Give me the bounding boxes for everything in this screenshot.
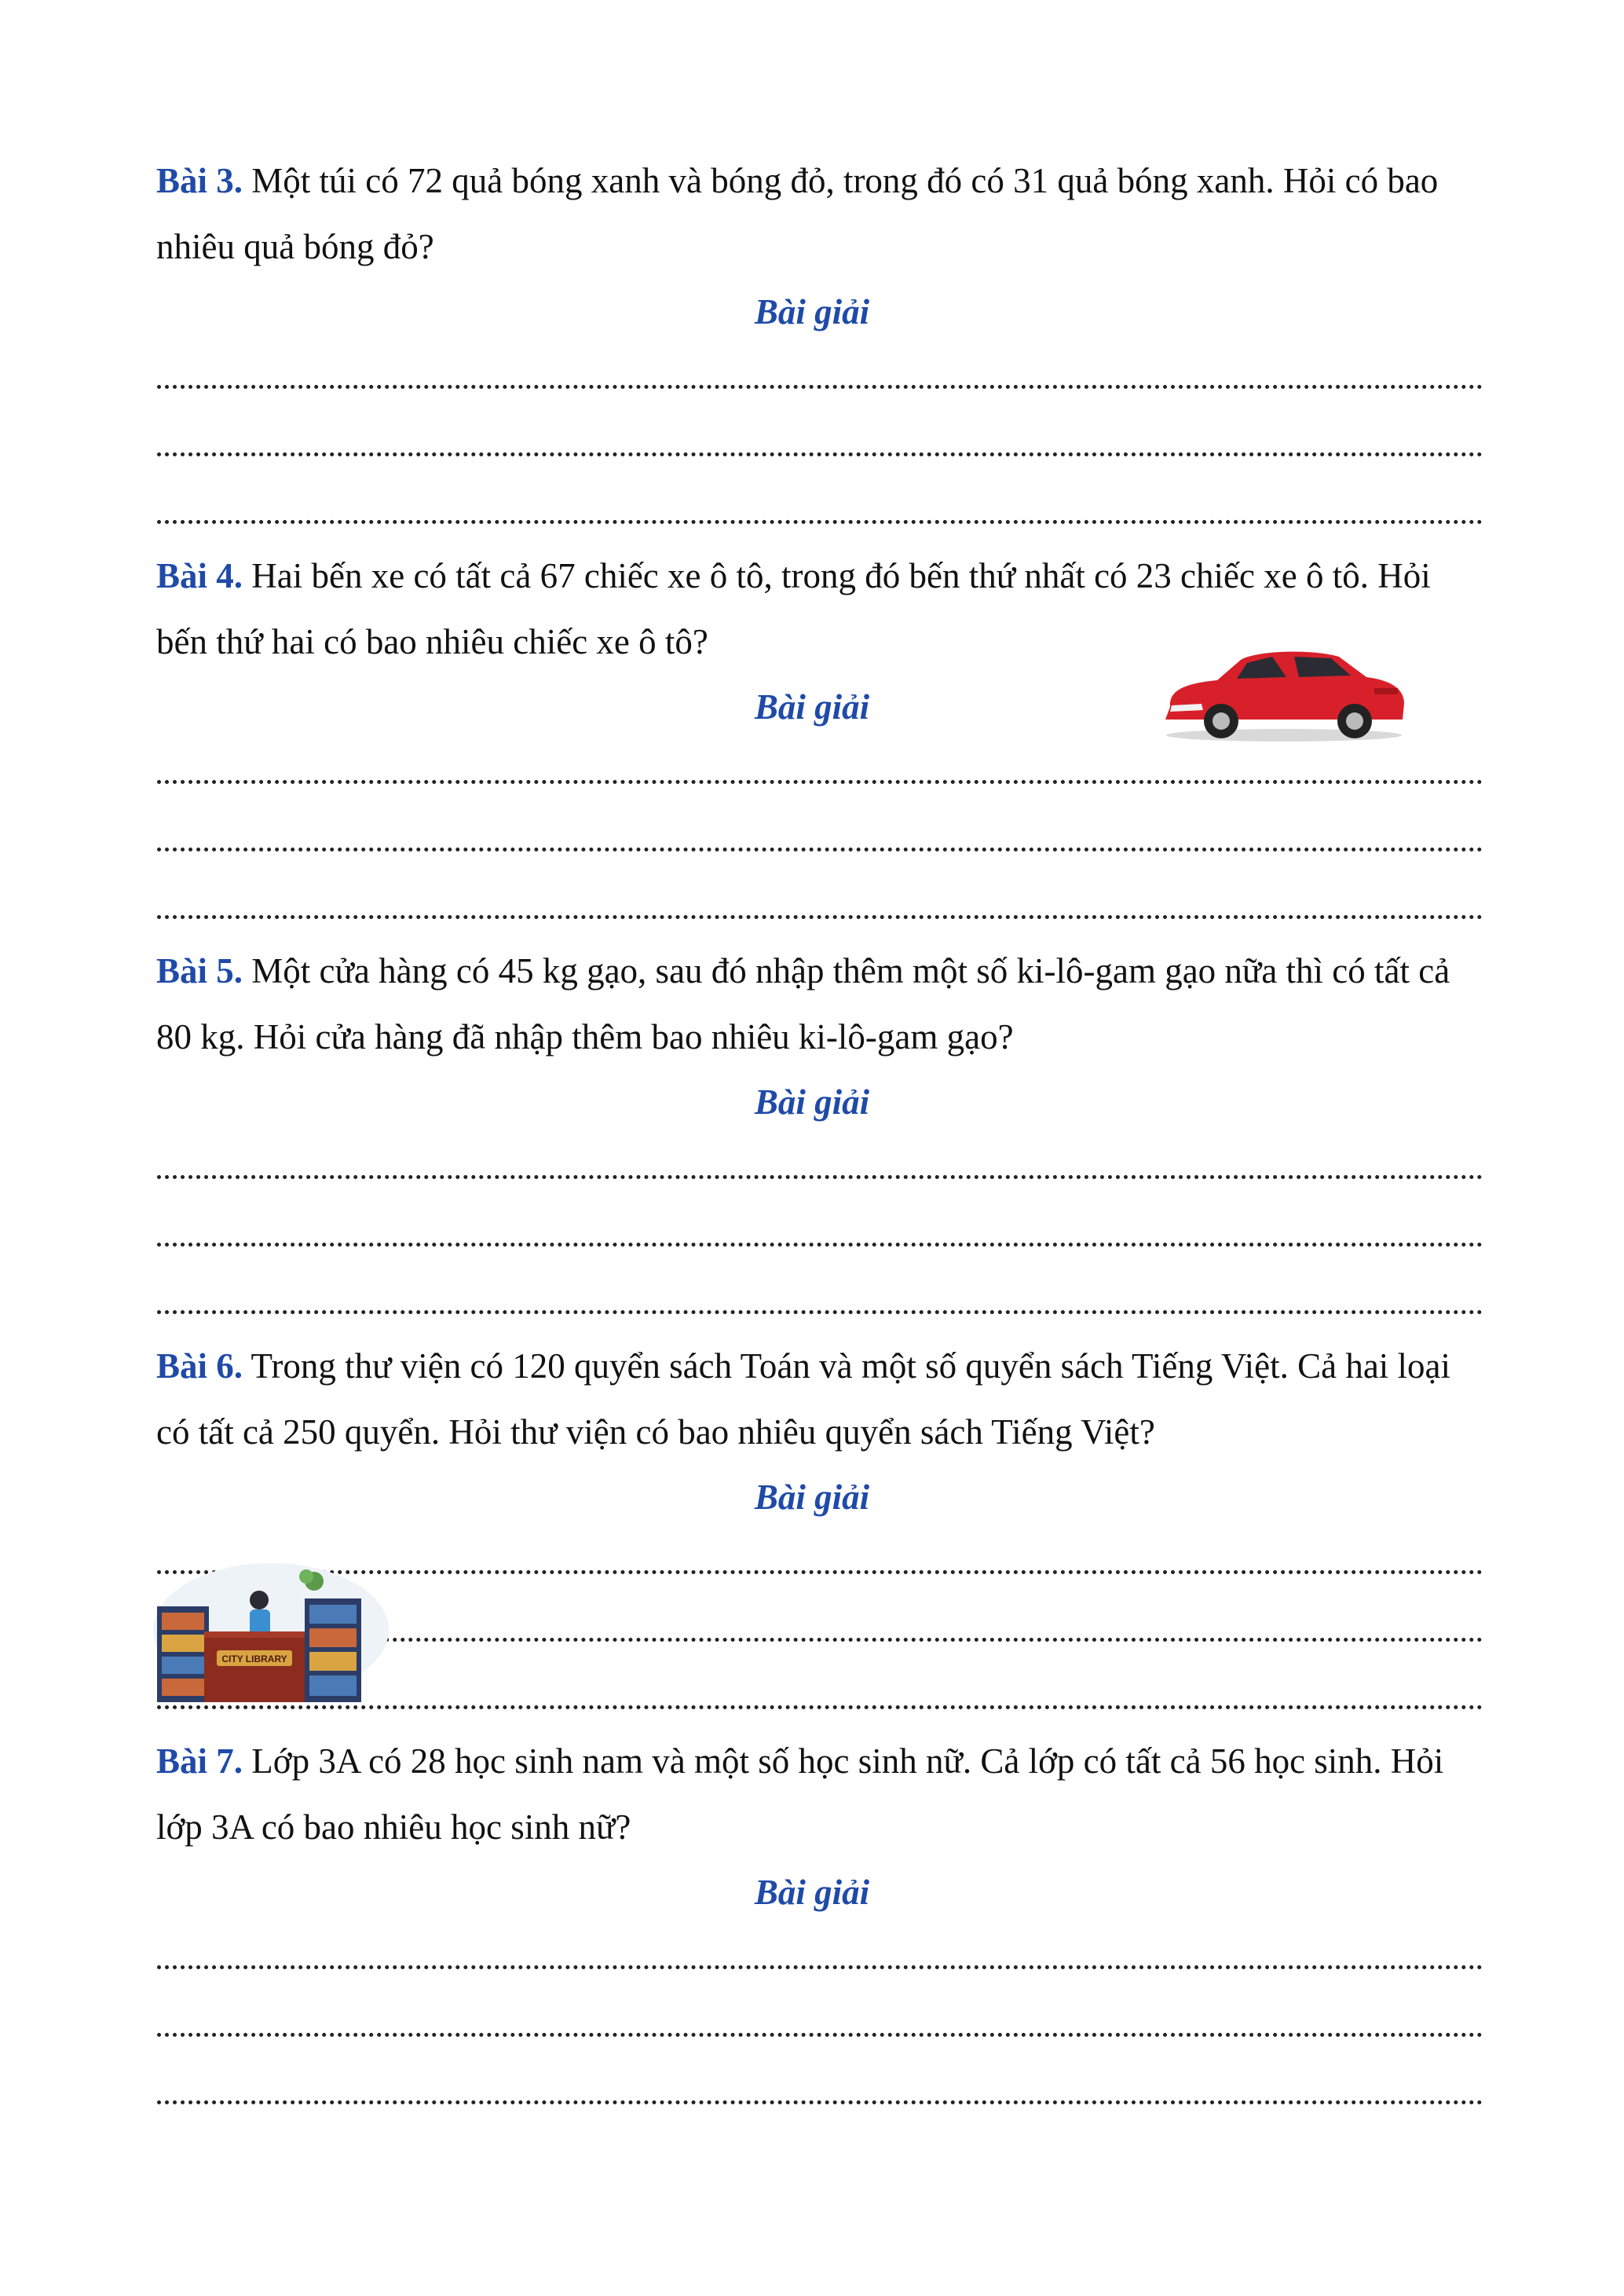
- city-library-illustration: [126, 1559, 416, 1705]
- answer-line[interactable]: [157, 1310, 1483, 1314]
- problem-text: Một cửa hàng có 45 kg gạo, sau đó nhập thêm một số ki-lô-gam gạo nữa thì có tất cả 80 kg. Hỏi cửa hàng đã nhập thêm bao nhiêu ki-lô-gam gạo?: [156, 951, 1450, 1056]
- problem-3: [156, 148, 1483, 280]
- answer-line[interactable]: [157, 915, 1483, 919]
- problem-5: [156, 938, 1483, 1070]
- problem-label: Bài 3.: [156, 161, 243, 200]
- answer-line[interactable]: [157, 1965, 1483, 1969]
- answer-line[interactable]: [157, 1705, 1483, 1709]
- red-car-illustration: [1154, 643, 1414, 745]
- problem-label: Bài 4.: [156, 556, 243, 595]
- answer-line[interactable]: [157, 780, 1483, 784]
- problem-text: Hai bến xe có tất cả 67 chiếc xe ô tô, trong đó bến thứ nhất có 23 chiếc xe ô tô. Hỏi bến thứ hai có bao nhiêu chiếc xe ô tô?: [156, 556, 1431, 661]
- solution-heading: Bài giải: [754, 292, 870, 331]
- library-sign-text: CITY LIBRARY: [221, 1653, 287, 1664]
- solution-heading: Bài giải: [754, 1082, 870, 1122]
- solution-heading: Bài giải: [754, 1873, 870, 1912]
- answer-line[interactable]: [157, 452, 1483, 456]
- answer-line[interactable]: [157, 848, 1483, 851]
- problem-label: Bài 6.: [156, 1346, 243, 1386]
- problem-text: Một túi có 72 quả bóng xanh và bóng đỏ, trong đó có 31 quả bóng xanh. Hỏi có bao nhiêu quả bóng đỏ?: [156, 161, 1439, 266]
- problem-text: Lớp 3A có 28 học sinh nam và một số học sinh nữ. Cả lớp có tất cả 56 học sinh. Hỏi lớp 3A có bao nhiêu học sinh nữ?: [156, 1741, 1444, 1847]
- problem-label: Bài 7.: [156, 1741, 243, 1781]
- answer-line[interactable]: [157, 2033, 1483, 2037]
- answer-line[interactable]: [157, 1175, 1483, 1179]
- problem-text: Trong thư viện có 120 quyển sách Toán và một số quyển sách Tiếng Việt. Cả hai loại có tất cả 250 quyển. Hỏi thư viện có bao nhiêu quyển sách Tiếng Việt?: [156, 1346, 1451, 1452]
- solution-heading: Bài giải: [754, 1478, 870, 1517]
- problem-7: [156, 1728, 1483, 1860]
- problem-6: [156, 1333, 1483, 1465]
- answer-line[interactable]: [157, 2100, 1483, 2104]
- answer-line[interactable]: [157, 520, 1483, 524]
- problem-label: Bài 5.: [156, 951, 243, 991]
- solution-heading: Bài giải: [754, 687, 870, 727]
- answer-line[interactable]: [157, 385, 1483, 389]
- answer-line[interactable]: [157, 1243, 1483, 1247]
